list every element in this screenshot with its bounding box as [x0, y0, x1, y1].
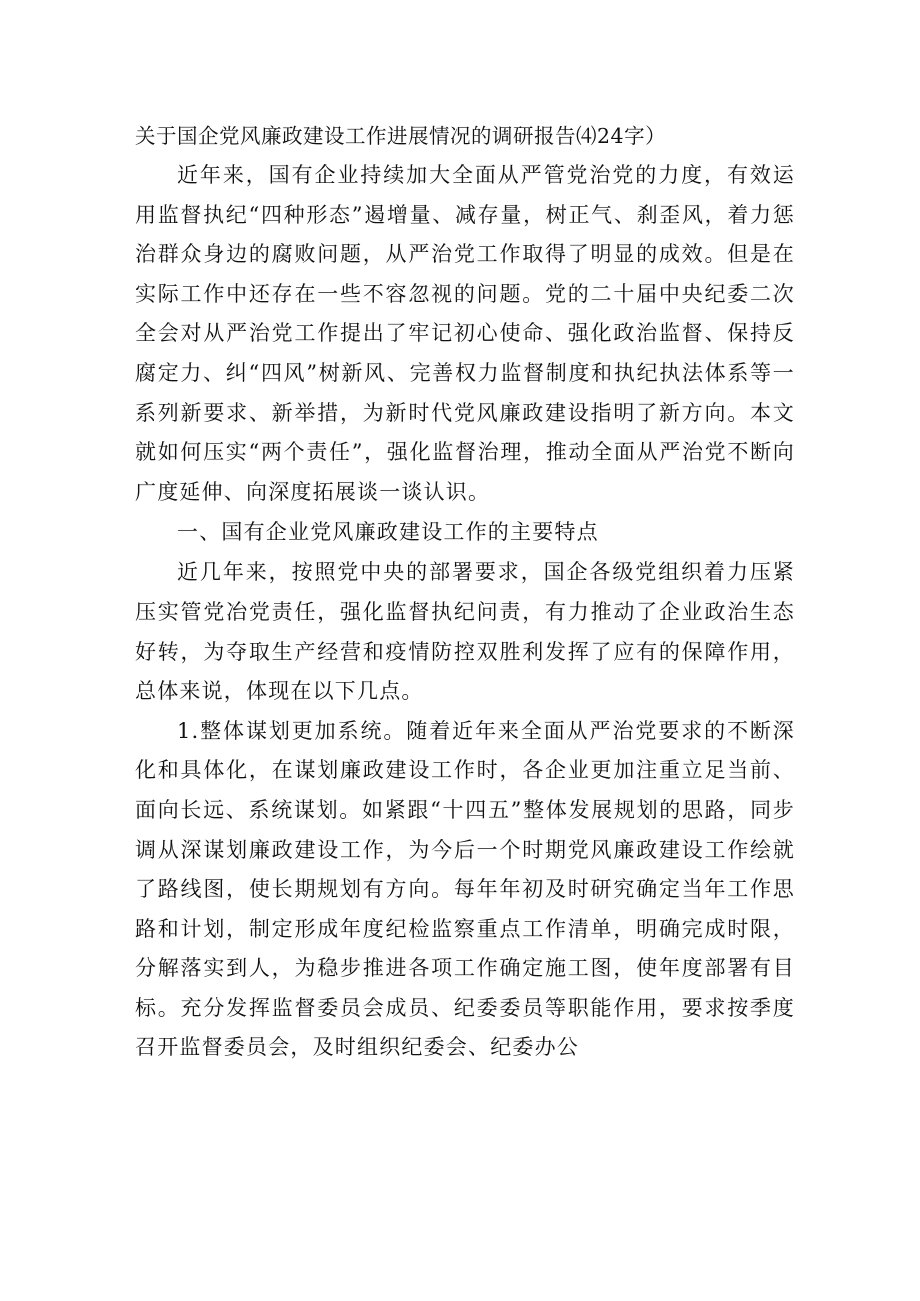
section-heading: 一、国有企业党风廉政建设工作的主要特点 [177, 520, 599, 545]
section-paragraph-2: 1.整体谋划更加系统。随着近年来全面从严治党要求的不断深化和具体化，在谋划廉政建设工作时，各企业更加注重立足当前、面向长远、系统谋划。如紧跟“十四五”整体发展规划的思路，同步调从深谋划廉政建设工作，为今后一个时期党风廉政建设工作绘就了路线图，使长期规划有方向。每年年初及时研究确定当年工作思路和计划，制定形成年度纪检监察重点工作清单，明确完成时限，分解落实到人，为稳步推进各项工作确定施工图，使年度部署有目标。充分发挥监督委员会成员、纪委委员等职能作用，要求按季度召开监督委员会，及时组织纪委会、纪委办公 [135, 718, 795, 1060]
intro-paragraph: 近年来，国有企业持续加大全面从严管党治党的力度，有效运用监督执纪“四种形态”遏增量、减存量，树正气、刹歪风，着力惩治群众身边的腐败问题，从严治党工作取得了明显的成效。但是在实际工作中还存在一些不容忽视的问题。党的二十届中央纪委二次全会对从严治党工作提出了牢记初心使命、强化政治监督、保持反腐定力、纠“四风”树新风、完善权力监督制度和执纪执法体系等一系列新要求、新举措，为新时代党风廉政建设指明了新方向。本文就如何压实“两个责任”，强化监督治理，推动全面从严治党不断向广度延伸、向深度拓展谈一谈认识。 [135, 163, 795, 504]
section-paragraph-1: 近几年来，按照党中央的部署要求，国企各级党组织着力压紧压实管党冶党责任，强化监督执纪问责，有力推动了企业政治生态好转，为夺取生产经营和疫情防控双胜利发挥了应有的保障作用，总体来说，体现在以下几点。 [135, 560, 795, 704]
document-body [135, 116, 795, 1068]
document-title: 关于国企党风廉政建设工作进展情况的调研报告⑷24字） [135, 124, 667, 148]
